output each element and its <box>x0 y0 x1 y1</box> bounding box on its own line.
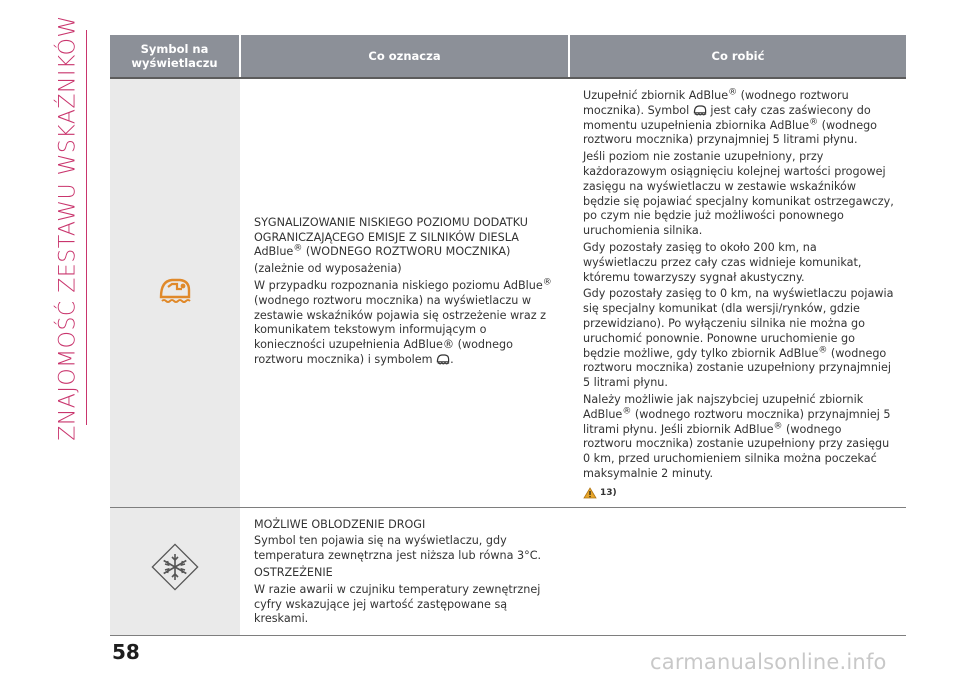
header-meaning: Co oznacza <box>240 35 569 78</box>
table-row <box>110 507 906 636</box>
action-paragraph-2: Jeśli poziom nie zostanie uzupełniony, przy każdorazowym osiągnięciu kolejnej wartości progowej zasięgu na wyświetlaczu w zestawie wskaźników będzie się pojawiać specjalny komunikat ostrzegawczy, po czym nie będzie już możliwości ponownego uruchomienia silnika. <box>583 150 894 238</box>
watermark: carmanualsonline.info <box>650 650 887 674</box>
warning-triangle-icon <box>583 487 597 499</box>
header-action: Co robić <box>569 35 906 78</box>
symbol-cell <box>110 507 240 636</box>
symbol-cell <box>110 78 240 507</box>
page-number: 58 <box>112 640 140 664</box>
action-paragraph-3: Gdy pozostały zasięg to około 200 km, na wyświetlaczu przez cały czas widnieje komunikat, któremu towarzyszy sygnał akustyczny. <box>583 240 862 284</box>
ice-heading: MOŻLIWE OBLODZENIE DROGI <box>254 517 426 531</box>
ice-warning-heading: OSTRZEŻENIE <box>254 565 333 579</box>
meaning-description: W przypadku rozpoznania niskiego poziomu AdBlue® (wodnego roztworu mocznika) na wyświetlaczu w zestawie wskaźników pojawia się ostrzeżenie wraz z komunikatem tekstowym informującym o konieczności uzupełnienia AdBlue® (wodnego roztworu mocznika) i symbolem . <box>254 277 552 366</box>
meaning-heading: SYGNALIZOWANIE NISKIEGO POZIOMU DODATKU OGRANICZAJĄCEGO EMISJE Z SILNIKÓW DIESLA AdBlue® (WODNEGO ROZTWORU MOCZNIKA) <box>254 215 528 259</box>
action-cell <box>569 78 906 507</box>
indicator-table <box>110 35 906 636</box>
adblue-warning-icon <box>158 275 192 305</box>
section-side-title-text: ZNAJOMOŚĆ ZESTAWU WSKAŹNIKÓW <box>55 14 81 441</box>
ice-description: Symbol ten pojawia się na wyświetlaczu, gdy temperatura zewnętrzna jest niższa lub równa 3°C. <box>254 534 542 563</box>
action-paragraph-4: Gdy pozostały zasięg to 0 km, na wyświetlaczu pojawia się specjalny komunikat (dla wersji/rynków, gdzie przewidziano). Po wyłączeniu silnika nie można go uruchomić ponownie. Ponowne uruchomienie go będzie możliwe, gdy tylko zbiornik AdBlue® (wodnego roztworu mocznika) zostanie uzupełniony przynajmniej 5 litrami płynu. <box>583 287 894 390</box>
meaning-cell <box>240 78 569 507</box>
table-header-row <box>110 35 906 78</box>
adblue-inline-icon <box>693 104 707 116</box>
table-row <box>110 78 906 507</box>
warning-note-ref: 13) <box>600 487 617 498</box>
warning-note <box>583 486 894 501</box>
ice-warning-description: W razie awarii w czujniku temperatury zewnętrznej cyfry wskazujące jej wartość zastępowane są kreskami. <box>254 582 541 626</box>
meaning-optional-note: (zależnie od wyposażenia) <box>254 262 402 276</box>
action-cell <box>569 507 906 636</box>
section-side-title <box>48 14 88 441</box>
adblue-inline-icon <box>436 353 450 365</box>
snowflake-icon <box>143 540 207 598</box>
side-rule <box>86 30 87 425</box>
action-paragraph-5: Należy możliwie jak najszybciej uzupełnić zbiornik AdBlue® (wodnego roztworu mocznika) przynajmniej 5 litrami płynu. Jeśli zbiornik AdBlue® (wodnego roztworu mocznika) zostanie uzupełniony przy zasięgu 0 km, przed uruchomieniem silnika można poczekać maksymalnie 2 minuty. <box>583 392 891 480</box>
header-symbol: Symbol na wyświetlaczu <box>110 35 240 78</box>
action-paragraph-1: Uzupełnić zbiornik AdBlue® (wodnego roztworu mocznika). Symbol jest cały czas zaświecony do momentu uzupełnienia zbiornika AdBlue® (wodnego roztworu mocznika) przynajmniej 5 litrami płynu. <box>583 87 878 147</box>
meaning-cell <box>240 507 569 636</box>
